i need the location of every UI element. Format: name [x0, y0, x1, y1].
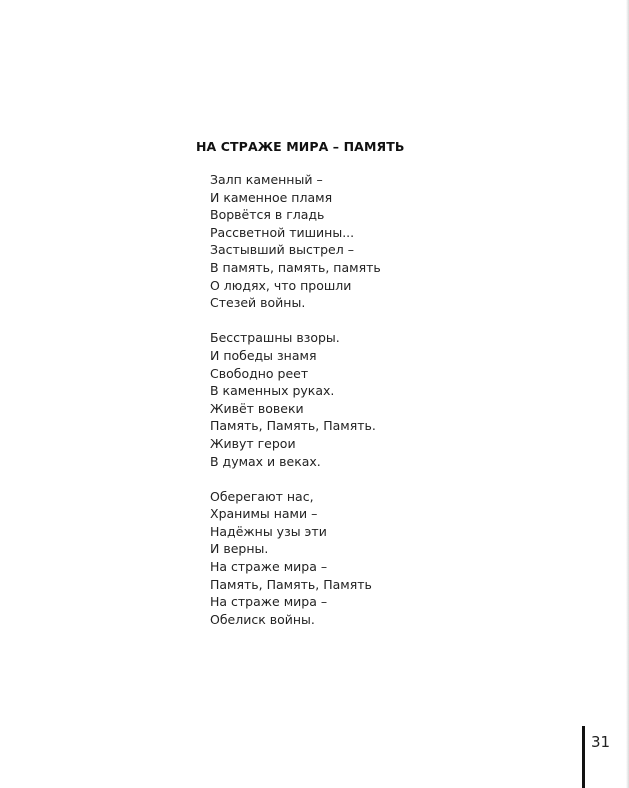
poem-line: В каменных руках. — [210, 383, 335, 399]
poem-line: О людях, что прошли — [210, 277, 352, 293]
stanza-3 — [210, 488, 510, 629]
poem-line: В думах и веках. — [210, 453, 321, 469]
poem-line: Залп каменный – — [210, 172, 323, 187]
poem-line: Обелиск войны. — [210, 611, 315, 627]
poem-line: Надёжны узы эти — [210, 523, 327, 539]
poem-line: Оберегают нас, — [210, 488, 314, 504]
poem-line: Живут герои — [210, 435, 296, 451]
poem-line: И верны. — [210, 541, 269, 557]
poem-line: В память, память, память — [210, 259, 381, 275]
poem-line: Бесстрашны взоры. — [210, 330, 340, 346]
poem-line: Живёт вовеки — [210, 400, 304, 416]
poem-line: Память, Память, Память — [210, 576, 372, 592]
poem-line: Ворвётся в гладь — [210, 207, 325, 223]
poem-line: На страже мира – — [210, 559, 328, 575]
poem-line: Стезей войны. — [210, 295, 306, 311]
page-number-rule — [582, 726, 585, 788]
poem-line: На страже мира – — [210, 594, 328, 610]
poem-line: Рассветной тишины... — [210, 224, 355, 240]
poem-line: Застывший выстрел – — [210, 242, 354, 258]
stanza-2 — [210, 329, 510, 470]
stanza-1 — [210, 171, 510, 312]
poem-line: Свободно реет — [210, 365, 309, 381]
poem-title: НА СТРАЖЕ МИРА – ПАМЯТЬ — [196, 139, 405, 154]
poem-body — [210, 171, 510, 646]
poem-line: И победы знамя — [210, 347, 317, 363]
poem-line: Хранимы нами – — [210, 506, 318, 522]
poem-line: Память, Память, Память. — [210, 418, 376, 434]
page-number: 31 — [591, 733, 611, 751]
poem-line: И каменное пламя — [210, 189, 333, 205]
